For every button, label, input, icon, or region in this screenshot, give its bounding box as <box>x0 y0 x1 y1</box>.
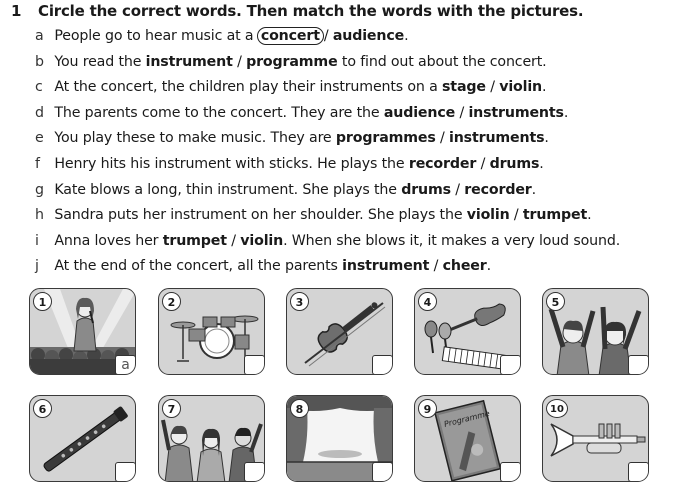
option-separator: / <box>232 53 247 70</box>
word-option-2[interactable]: violin <box>240 232 284 249</box>
picture-8-stage <box>286 395 393 482</box>
answer-box[interactable] <box>628 462 649 482</box>
answer-box[interactable] <box>500 462 521 482</box>
picture-number-badge: 10 <box>546 399 568 418</box>
sentence-letter: f <box>35 155 40 172</box>
picture-number-badge: 6 <box>33 399 52 418</box>
option-separator: / <box>429 258 443 275</box>
word-option-1[interactable]: instrument <box>342 258 430 275</box>
picture-10-trumpet <box>542 395 649 482</box>
sentence-text-before: Anna loves her <box>54 232 163 249</box>
option-separator: / <box>485 79 500 96</box>
sentence-text-after: . <box>542 79 547 96</box>
sentence-text-after: . <box>404 28 409 44</box>
sentence-text-after: to find out about the concert. <box>337 53 547 70</box>
sentence-letter: b <box>35 53 44 70</box>
word-option-2[interactable]: cheer <box>442 258 487 275</box>
sentence-text-after: . <box>587 207 592 224</box>
sentence-a <box>35 26 675 52</box>
sentence-text-before: Sandra puts her instrument on her shoulder. She plays the <box>54 207 467 224</box>
word-option-1-circled[interactable]: concert <box>257 27 324 45</box>
option-separator: / <box>476 155 490 172</box>
picture-number-badge: 1 <box>33 292 52 311</box>
sentence-letter: e <box>35 130 44 147</box>
answer-box[interactable] <box>244 462 265 482</box>
option-separator: / <box>450 181 465 198</box>
answer-box[interactable]: a <box>115 355 136 375</box>
sentence-text-before: Henry hits his instrument with sticks. He plays the <box>54 155 409 172</box>
picture-number-badge: 2 <box>162 292 181 311</box>
sentence-letter: g <box>35 181 44 198</box>
sentence-j <box>35 256 675 282</box>
sentence-text-after: . <box>539 155 544 172</box>
word-option-2[interactable]: drums <box>489 155 540 172</box>
word-option-1[interactable]: drums <box>401 181 451 198</box>
option-separator: / <box>455 104 469 121</box>
word-option-2[interactable]: programme <box>246 53 338 70</box>
answer-box[interactable] <box>372 462 393 482</box>
word-option-1[interactable]: recorder <box>408 155 477 172</box>
sentence-text-after: . <box>486 258 491 275</box>
word-option-2[interactable]: violin <box>499 79 543 96</box>
sentence-text-before: At the end of the concert, all the parents <box>54 258 343 275</box>
option-separator: / <box>509 207 523 224</box>
picture-number-badge: 7 <box>162 399 181 418</box>
sentence-i <box>35 231 675 257</box>
sentence-text-before: People go to hear music at a <box>54 28 258 44</box>
word-option-2[interactable]: audience <box>332 28 405 44</box>
sentence-e <box>35 128 675 154</box>
option-separator: / <box>435 130 450 147</box>
picture-5-cheering-children <box>542 288 649 375</box>
answer-box[interactable] <box>115 462 136 482</box>
sentence-text-before: Kate blows a long, thin instrument. She plays the <box>54 181 402 198</box>
sentence-f <box>35 154 675 180</box>
sentence-letter: h <box>35 207 44 224</box>
picture-number-badge: 5 <box>546 292 565 311</box>
word-option-1[interactable]: stage <box>442 79 486 96</box>
sentence-text-after: . <box>531 181 537 198</box>
sentence-letter: c <box>35 79 43 96</box>
sentence-letter: a <box>35 28 44 44</box>
option-separator: / <box>323 28 333 44</box>
word-option-1[interactable]: programmes <box>335 130 436 147</box>
word-option-1[interactable]: trumpet <box>162 232 227 249</box>
sentence-c <box>35 77 675 103</box>
answer-box[interactable] <box>372 355 393 375</box>
word-option-2[interactable]: instruments <box>468 104 564 121</box>
answer-box[interactable] <box>628 355 649 375</box>
word-option-2[interactable]: recorder <box>464 181 532 198</box>
sentence-g <box>35 180 675 206</box>
answer-box[interactable] <box>500 355 521 375</box>
sentence-text-before: The parents come to the concert. They are the <box>54 104 384 121</box>
sentence-text-before: At the concert, the children play their instruments on a <box>54 79 443 96</box>
picture-3-violin <box>286 288 393 375</box>
sentence-letter: j <box>35 258 39 275</box>
sentence-text-after: . When she blows it, it makes a very loud sound. <box>283 232 621 249</box>
sentence-letter: d <box>35 104 44 121</box>
picture-number-badge: 4 <box>418 292 437 311</box>
picture-number-badge: 8 <box>290 399 309 418</box>
sentence-h <box>35 205 675 231</box>
sentence-text-after: . <box>544 130 549 147</box>
picture-9-programme <box>414 395 521 482</box>
sentence-text-before: You read the <box>54 53 146 70</box>
sentence-list <box>35 26 675 282</box>
word-option-1[interactable]: instrument <box>145 53 233 70</box>
exercise-heading <box>11 2 583 20</box>
picture-6-recorder <box>29 395 136 482</box>
answer-box[interactable] <box>244 355 265 375</box>
sentence-b <box>35 52 675 78</box>
sentence-text-before: You play these to make music. They are <box>54 130 336 147</box>
picture-2-drum-kit <box>158 288 265 375</box>
sentence-text-after: . <box>563 104 569 121</box>
option-separator: / <box>226 232 241 249</box>
word-option-1[interactable]: audience <box>383 104 456 121</box>
exercise-number: 1 <box>11 2 22 20</box>
word-option-2[interactable]: trumpet <box>522 207 588 224</box>
sentence-d <box>35 103 675 129</box>
programme-cover-title: Programme <box>443 408 491 429</box>
word-option-2[interactable]: instruments <box>449 130 545 147</box>
word-option-1[interactable]: violin <box>466 207 510 224</box>
sentence-letter: i <box>35 232 39 249</box>
picture-1-singer-on-stage <box>29 288 136 375</box>
picture-number-badge: 3 <box>290 292 309 311</box>
picture-number-badge: 9 <box>418 399 437 418</box>
exercise-instruction: Circle the correct words. Then match the words with the pictures. <box>38 2 584 20</box>
picture-7-audience <box>158 395 265 482</box>
picture-4-instruments <box>414 288 521 375</box>
